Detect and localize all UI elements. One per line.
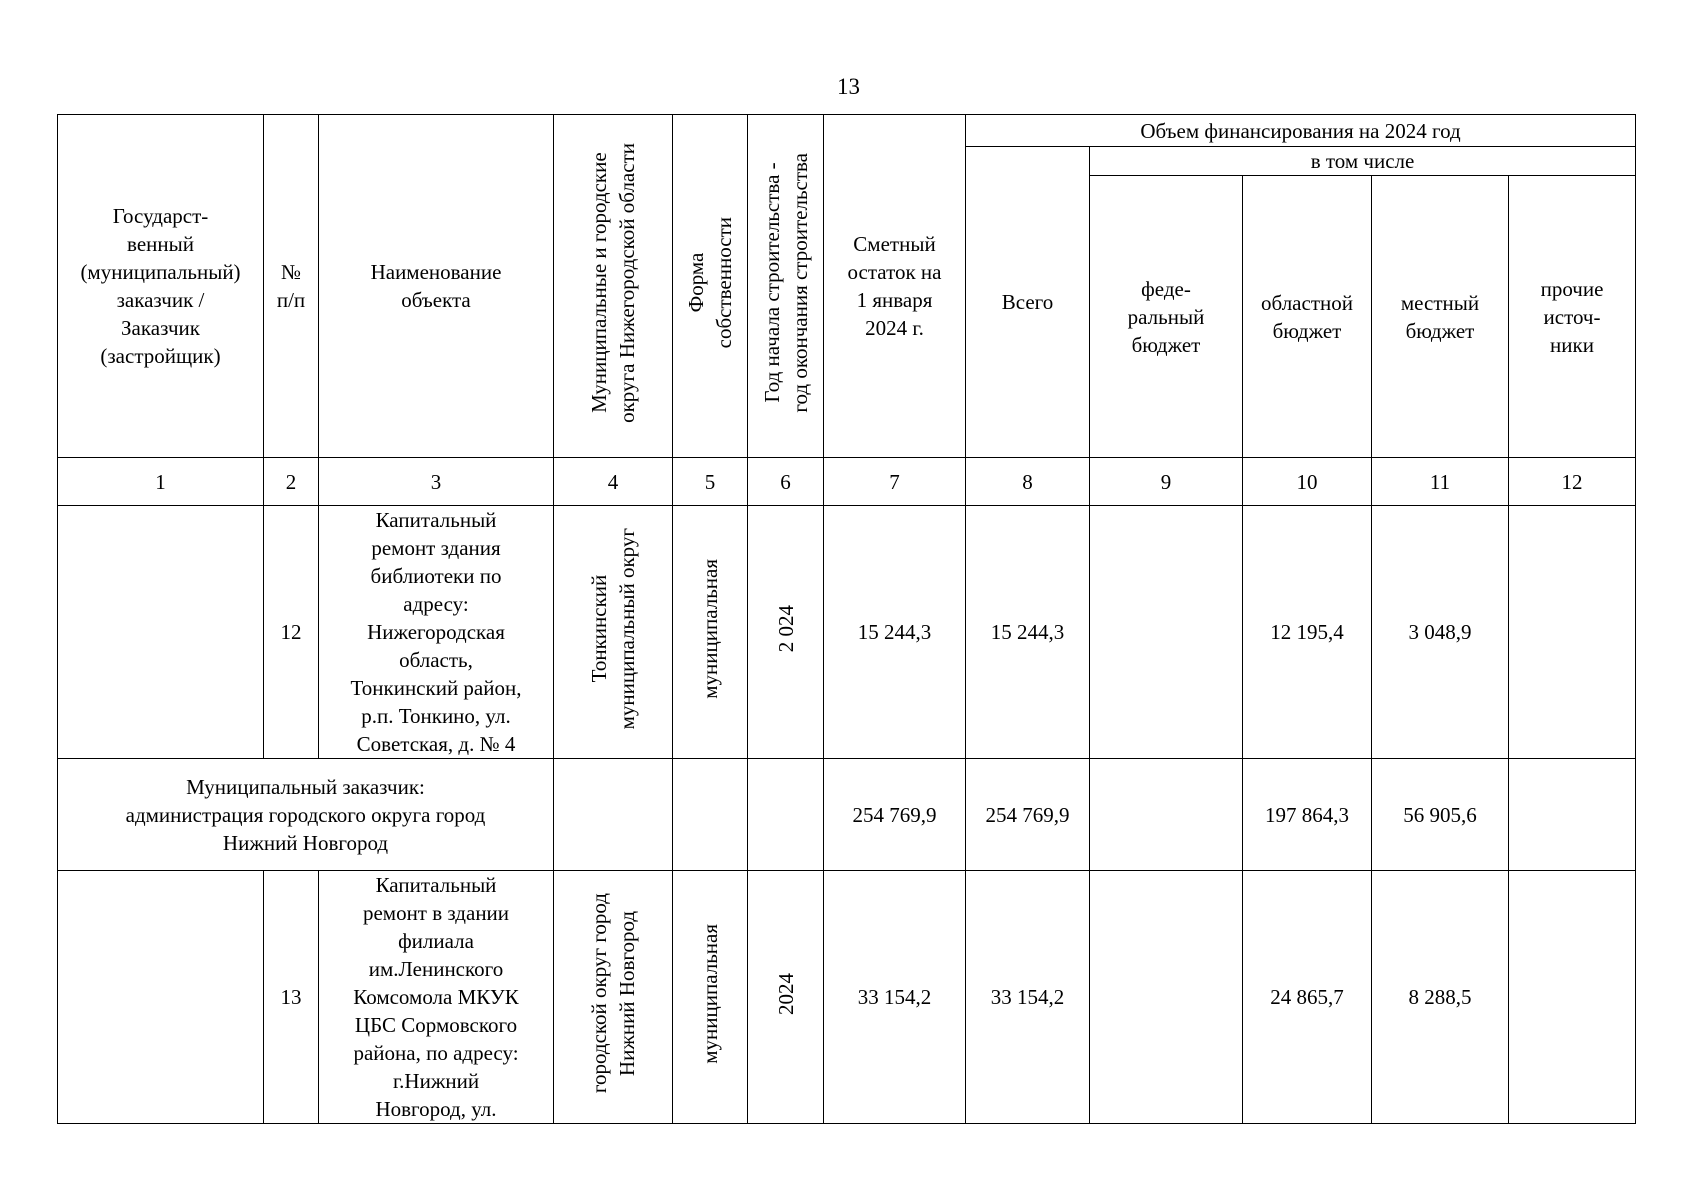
header-ownership [673, 115, 748, 458]
header-estimate-balance: Сметный остаток на 1 января 2024 г. [824, 115, 966, 458]
cell-municipality [554, 506, 673, 759]
column-number: 3 [319, 458, 554, 506]
cell-total: 254 769,9 [966, 759, 1090, 871]
page-number: 13 [837, 74, 860, 99]
header-years-text: Год начала строительства - год окончания строительства [759, 152, 812, 413]
cell-number: 12 [264, 506, 319, 759]
cell-regional: 197 864,3 [1243, 759, 1372, 871]
cell-federal [1090, 506, 1243, 759]
cell-federal [1090, 871, 1243, 1124]
cell-municipality-text: городской округ город Нижний Новгород [587, 893, 639, 1094]
header-municipality [554, 115, 673, 458]
cell-estimate-balance: 254 769,9 [824, 759, 966, 871]
financing-table [57, 114, 1636, 1124]
header-municipality-text: Муниципальные и городские округа Нижегородской области [587, 142, 639, 423]
cell-customer [58, 871, 264, 1124]
column-number: 2 [264, 458, 319, 506]
column-number: 11 [1372, 458, 1509, 506]
cell-customer-group: Муниципальный заказчик: администрация городского округа город Нижний Новгород [58, 759, 554, 871]
cell-years [748, 506, 824, 759]
cell-other [1509, 871, 1636, 1124]
table-row [58, 506, 1636, 759]
cell-municipality-text: Тонкинский муниципальный округ [587, 527, 639, 730]
cell-total: 33 154,2 [966, 871, 1090, 1124]
header-ownership-text: Форма собственности [684, 216, 736, 349]
cell-local: 8 288,5 [1372, 871, 1509, 1124]
cell-local: 56 905,6 [1372, 759, 1509, 871]
column-number: 9 [1090, 458, 1243, 506]
cell-ownership [673, 506, 748, 759]
cell-ownership [673, 759, 748, 871]
cell-total: 15 244,3 [966, 506, 1090, 759]
header-local: местный бюджет [1372, 176, 1509, 458]
header-federal: феде- ральный бюджет [1090, 176, 1243, 458]
header-total: Всего [966, 147, 1090, 458]
column-number: 12 [1509, 458, 1636, 506]
customer-group-row [58, 759, 1636, 871]
cell-number: 13 [264, 871, 319, 1124]
header-including: в том числе [1090, 147, 1636, 176]
column-numbers-row [58, 458, 1636, 506]
cell-estimate-balance: 15 244,3 [824, 506, 966, 759]
cell-years-text: 2 024 [773, 604, 798, 653]
cell-years-text: 2024 [773, 972, 798, 1015]
cell-customer [58, 506, 264, 759]
column-number: 8 [966, 458, 1090, 506]
header-other: прочие источ- ники [1509, 176, 1636, 458]
column-number: 1 [58, 458, 264, 506]
header-customer: Государст- венный (муниципальный) заказчик / Заказчик (застройщик) [58, 115, 264, 458]
cell-other [1509, 759, 1636, 871]
cell-other [1509, 506, 1636, 759]
cell-object-name: Капитальный ремонт в здании филиала им.Ленинского Комсомола МКУК ЦБС Сормовского района, по адресу: г.Нижний Новгород, ул. [319, 871, 554, 1124]
column-number: 5 [673, 458, 748, 506]
header-years [748, 115, 824, 458]
column-number: 4 [554, 458, 673, 506]
cell-object-name: Капитальный ремонт здания библиотеки по адресу: Нижегородская область, Тонкинский район, р.п. Тонкино, ул. Советская, д. № 4 [319, 506, 554, 759]
column-number: 6 [748, 458, 824, 506]
header-funding-group: Объем финансирования на 2024 год [966, 115, 1636, 147]
cell-municipality [554, 759, 673, 871]
header-regional: областной бюджет [1243, 176, 1372, 458]
column-number: 10 [1243, 458, 1372, 506]
table-row [58, 871, 1636, 1124]
column-number: 7 [824, 458, 966, 506]
cell-years [748, 759, 824, 871]
cell-local: 3 048,9 [1372, 506, 1509, 759]
cell-municipality [554, 871, 673, 1124]
cell-estimate-balance: 33 154,2 [824, 871, 966, 1124]
cell-ownership-text: муниципальная [698, 558, 722, 699]
cell-federal [1090, 759, 1243, 871]
cell-ownership-text: муниципальная [698, 923, 722, 1064]
cell-regional: 12 195,4 [1243, 506, 1372, 759]
header-object-name: Наименование объекта [319, 115, 554, 458]
header-row [58, 115, 1636, 147]
cell-ownership [673, 871, 748, 1124]
cell-regional: 24 865,7 [1243, 871, 1372, 1124]
cell-years [748, 871, 824, 1124]
header-number: № п/п [264, 115, 319, 458]
